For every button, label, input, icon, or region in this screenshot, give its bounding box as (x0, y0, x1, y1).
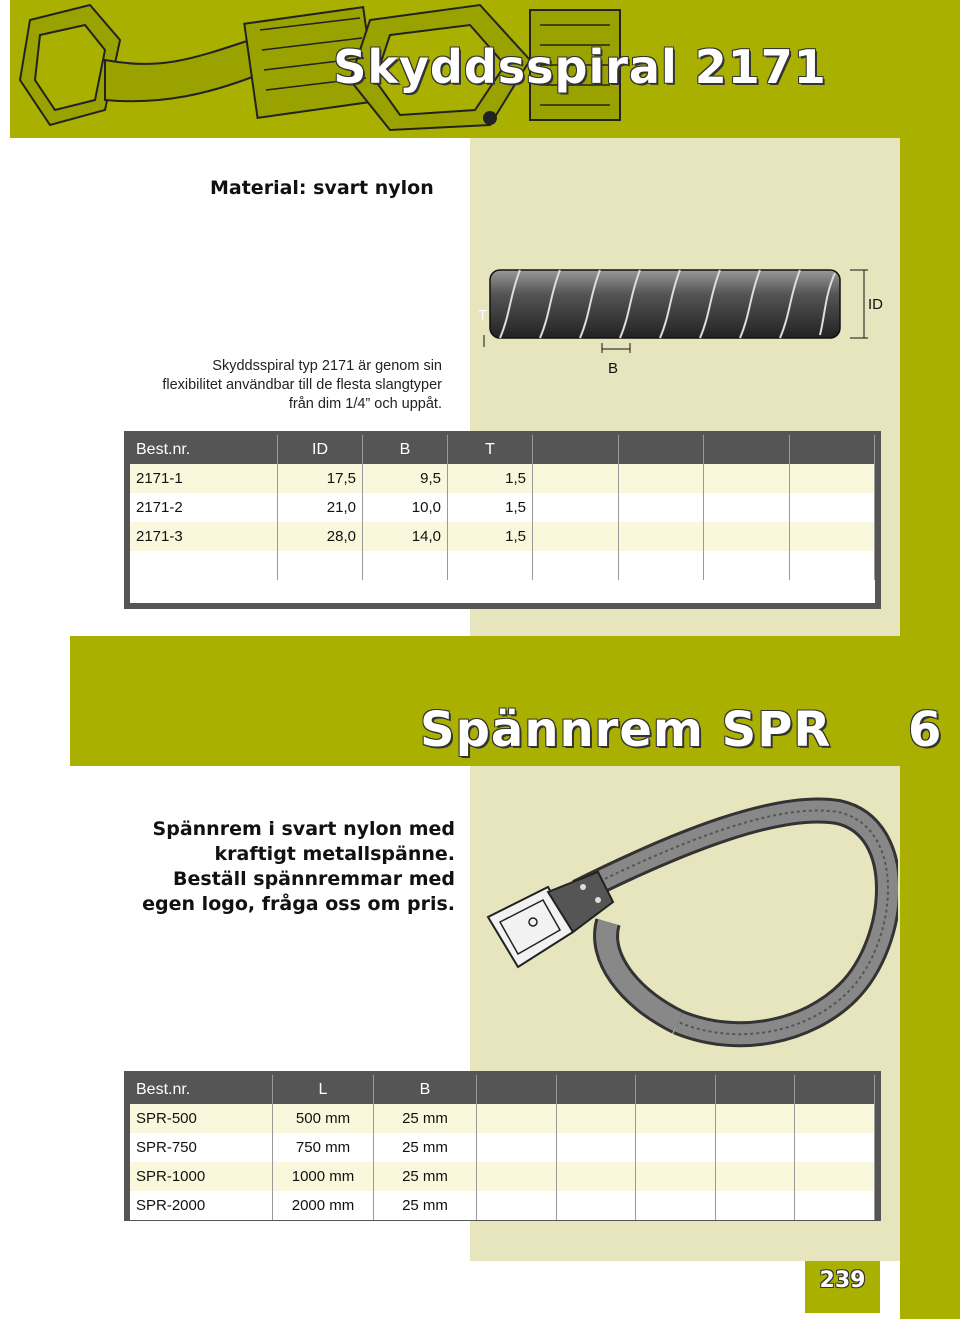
table-cell: 2171-1 (130, 464, 278, 493)
col-header: L (273, 1075, 374, 1104)
table-cell: 25 mm (374, 1162, 477, 1191)
table-cell: 2171-2 (130, 493, 278, 522)
table-cell: 14,0 (363, 522, 448, 551)
table-row-empty (130, 551, 875, 580)
table-cell: SPR-1000 (130, 1162, 273, 1191)
table-cell: 2171-3 (130, 522, 278, 551)
col-header: B (374, 1075, 477, 1104)
table-cell: SPR-750 (130, 1133, 273, 1162)
table-cell: 21,0 (278, 493, 363, 522)
table-row (130, 1162, 875, 1191)
material-label: Material: svart nylon (210, 177, 434, 199)
table-cell: 1,5 (448, 522, 533, 551)
page-title: Skyddsspiral 2171 (333, 40, 827, 94)
table-cell: 17,5 (278, 464, 363, 493)
description-line: Skyddsspiral typ 2171 är genom sin (212, 358, 442, 374)
section-number: 6 (908, 702, 942, 758)
spiral-table (124, 431, 881, 609)
strap-illustration (478, 782, 898, 1062)
table-row (130, 522, 875, 551)
col-header: ID (278, 435, 363, 464)
section-title: Spännrem SPR (420, 702, 832, 758)
col-header: Best.nr. (130, 435, 278, 464)
table-cell: 28,0 (278, 522, 363, 551)
table-cell: 25 mm (374, 1191, 477, 1220)
table-cell: 500 mm (273, 1104, 374, 1133)
table-row (130, 1133, 875, 1162)
table-cell: 10,0 (363, 493, 448, 522)
table-cell: 750 mm (273, 1133, 374, 1162)
table-cell: SPR-500 (130, 1104, 273, 1133)
col-header: B (363, 435, 448, 464)
spr-table (124, 1071, 881, 1221)
table-cell: 1,5 (448, 464, 533, 493)
b-label: B (608, 360, 619, 377)
col-header: T (448, 435, 533, 464)
table-cell: SPR-2000 (130, 1191, 273, 1220)
right-accent-strip (900, 0, 960, 1319)
page-number: 239 (819, 1268, 866, 1293)
table-row (130, 464, 875, 493)
description-line: från dim 1/4” och uppåt. (288, 396, 442, 412)
table-cell: 25 mm (374, 1133, 477, 1162)
table-header-row (130, 1075, 875, 1104)
spiral-diagram (470, 265, 900, 385)
spr-description (100, 817, 455, 917)
table-cell: 1,5 (448, 493, 533, 522)
description-line: flexibilitet användbar till de flesta slangtyper (162, 377, 442, 393)
table-cell: 25 mm (374, 1104, 477, 1133)
table-row (130, 1191, 875, 1220)
table-row (130, 1104, 875, 1133)
description-line: Spännrem i svart nylon med (152, 818, 455, 840)
description-line: kraftigt metallspänne. (214, 843, 455, 865)
col-header: Best.nr. (130, 1075, 273, 1104)
description-line: egen logo, fråga oss om pris. (142, 893, 455, 915)
description-line: Beställ spännremmar med (173, 868, 455, 890)
t-label: T (478, 307, 488, 324)
buckle-icon (488, 872, 613, 967)
table-cell: 9,5 (363, 464, 448, 493)
table-cell: 2000 mm (273, 1191, 374, 1220)
table-header-row (130, 435, 875, 464)
spiral-description (100, 357, 442, 414)
id-label: ID (868, 296, 883, 313)
fitting-dot-icon (483, 111, 497, 125)
table-row (130, 493, 875, 522)
table-cell: 1000 mm (273, 1162, 374, 1191)
